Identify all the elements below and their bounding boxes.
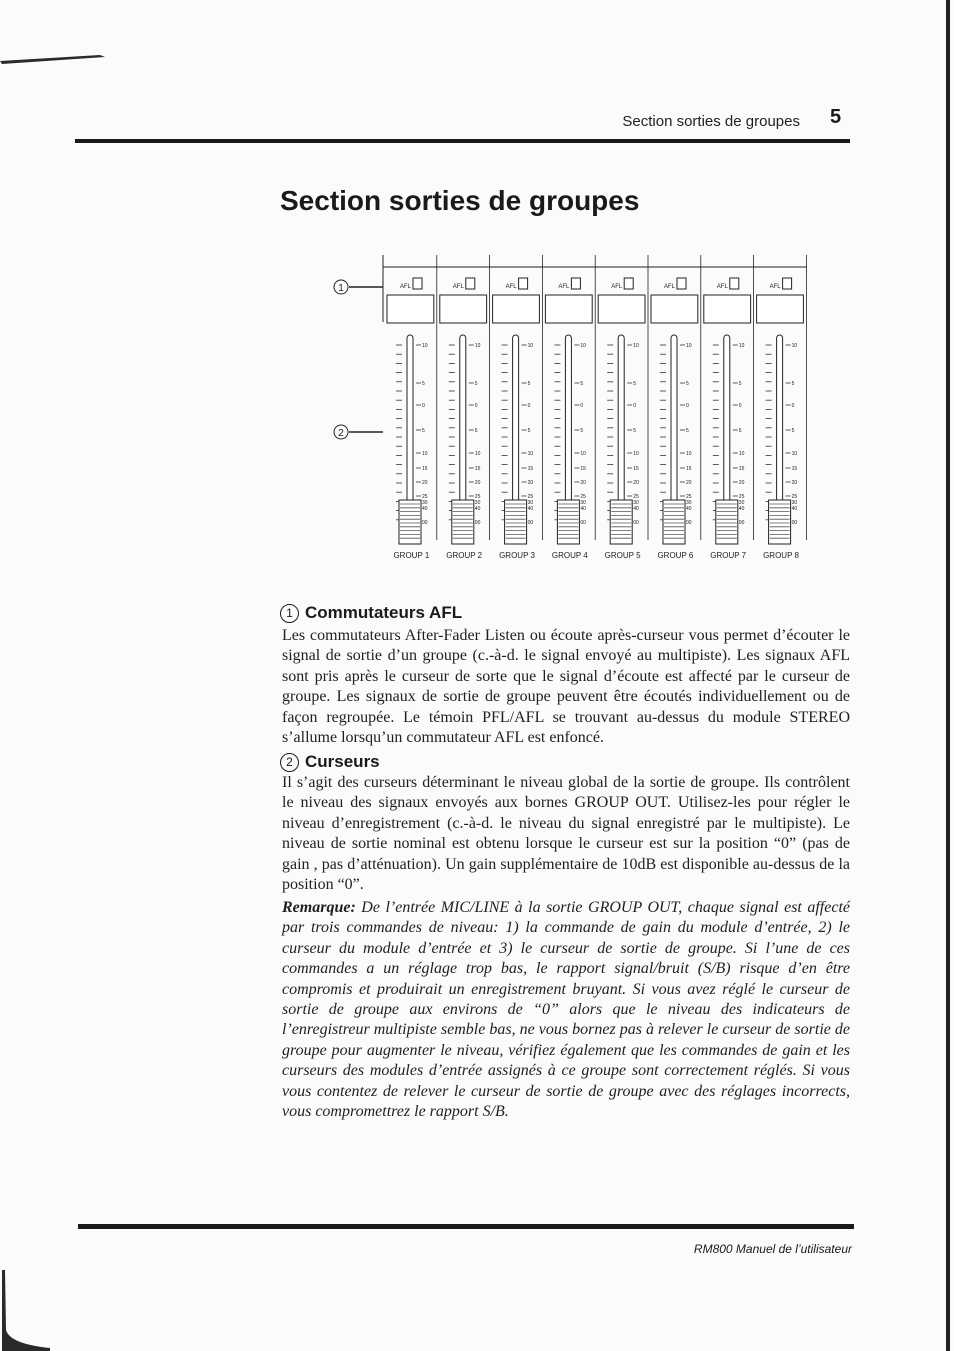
group-label: GROUP 6 xyxy=(657,551,694,560)
scale-label: 5 xyxy=(474,428,478,434)
scale-label: 15 xyxy=(686,466,692,472)
label-strip xyxy=(440,295,487,323)
scale-label: 10 xyxy=(474,451,481,457)
scale-label: 40 xyxy=(686,506,692,512)
scale-label: 0 xyxy=(791,403,795,409)
fader-knob xyxy=(769,500,791,544)
scale-label: 10 xyxy=(527,451,534,457)
label-strip xyxy=(493,295,540,323)
section-text-afl: Les commutateurs After-Fader Listen ou écoute après-curseur vous permet d’écouter le signal de sortie d’un groupe (c.-à-d. le signal envoyé au multipiste). Les signaux AFL sont pris après le curseur de sorte que le signal d’écoute est affecté par le curseur de groupe. Les signaux de sortie de groupe peuvent être écoutés individuellement ou de façon regroupée. Le témoin PFL/AFL se trouvant au-dessus du module STEREO s’allume lorsqu’un commutateur AFL est enfoncé. xyxy=(282,627,850,747)
scale-label: 5 xyxy=(791,381,795,387)
scale-label: 15 xyxy=(527,466,534,472)
scale-label: 10 xyxy=(580,343,586,349)
fader-knob xyxy=(505,500,527,544)
section-heading-faders xyxy=(280,752,380,772)
scale-label: 10 xyxy=(791,451,798,457)
scale-label: 5 xyxy=(686,428,689,434)
scale-label: 20 xyxy=(422,480,428,486)
callout-number: 2 xyxy=(338,428,344,439)
scale-label: 5 xyxy=(738,428,742,434)
scale-label: 15 xyxy=(633,466,639,472)
scale-label: 15 xyxy=(580,466,586,472)
scale-label: 15 xyxy=(422,466,428,472)
section-text-faders: Il s’agit des curseurs déterminant le niveau global de la sortie de groupe. Ils contrôlent le niveau des signaux envoyés aux bornes GROUP OUT. Utilisez-les pour régler le niveau d’enregistrement (c.-à-d. le niveau du signal enregistré par le multipiste). Le niveau de sortie nominal est obtenu lorsque le curseur est sur la position “0” (pas de gain , pas d’atténuation). Un gain supplémentaire de 10dB est disponible au-dessus de la position “0”. xyxy=(282,774,850,894)
scale-label: 00 xyxy=(791,520,798,526)
afl-label: AFL xyxy=(716,284,728,290)
scale-label: 10 xyxy=(738,343,745,349)
group-label: GROUP 1 xyxy=(393,551,430,560)
callout-number: 1 xyxy=(280,604,299,623)
scale-label: 30 xyxy=(738,500,745,506)
scale-label: 30 xyxy=(633,500,639,506)
group-faders-diagram xyxy=(325,250,825,570)
scale-label: 20 xyxy=(686,480,692,486)
label-strip xyxy=(545,295,592,323)
scale-label: 20 xyxy=(474,480,481,486)
scale-label: 10 xyxy=(686,343,692,349)
scale-label: 40 xyxy=(527,506,534,512)
afl-switch xyxy=(783,278,792,289)
scale-label: 5 xyxy=(633,428,636,434)
scale-label: 20 xyxy=(738,480,745,486)
afl-switch xyxy=(571,278,580,289)
scale-label: 30 xyxy=(686,500,692,506)
remark-label: Remarque: xyxy=(282,899,356,916)
afl-label: AFL xyxy=(664,284,676,290)
group-label: GROUP 7 xyxy=(710,551,747,560)
scale-label: 5 xyxy=(686,381,689,387)
afl-switch xyxy=(466,278,475,289)
afl-label: AFL xyxy=(611,284,623,290)
scale-label: 30 xyxy=(422,500,428,506)
scale-label: 00 xyxy=(738,520,745,526)
scale-label: 5 xyxy=(474,381,478,387)
scale-label: 0 xyxy=(527,403,531,409)
scale-label: 20 xyxy=(527,480,534,486)
scale-label: 5 xyxy=(527,428,531,434)
label-strip xyxy=(704,295,751,323)
scale-label: 25 xyxy=(422,494,428,500)
afl-switch xyxy=(730,278,739,289)
scale-label: 00 xyxy=(527,520,534,526)
scale-label: 5 xyxy=(422,428,425,434)
afl-switch xyxy=(413,278,422,289)
fader-knob xyxy=(610,500,632,544)
scale-label: 40 xyxy=(422,506,428,512)
section-heading-text: Curseurs xyxy=(305,752,380,771)
scale-label: 0 xyxy=(422,403,425,409)
callout-number: 2 xyxy=(280,753,299,772)
scale-label: 15 xyxy=(474,466,481,472)
scale-label: 25 xyxy=(738,494,745,500)
group-label: GROUP 8 xyxy=(763,551,799,560)
scale-label: 00 xyxy=(686,520,692,526)
afl-label: AFL xyxy=(452,284,464,290)
scale-label: 5 xyxy=(580,381,584,387)
scan-corner-mark-bottom xyxy=(0,1270,50,1351)
scale-label: 10 xyxy=(422,451,428,457)
scale-label: 0 xyxy=(633,403,636,409)
scale-label: 25 xyxy=(527,494,534,500)
scale-label: 0 xyxy=(686,403,689,409)
scale-label: 00 xyxy=(422,520,428,526)
footer-rule xyxy=(78,1224,854,1229)
scale-label: 20 xyxy=(791,480,798,486)
scale-label: 40 xyxy=(580,506,586,512)
page-title: Section sorties de groupes xyxy=(280,185,640,216)
scale-label: 30 xyxy=(580,500,586,506)
label-strip xyxy=(598,295,645,323)
scale-label: 5 xyxy=(633,381,636,387)
footer-text: RM800 Manuel de l’utilisateur xyxy=(693,1242,852,1256)
running-header: Section sorties de groupes xyxy=(622,113,800,130)
scale-label: 30 xyxy=(527,500,534,506)
scale-label: 5 xyxy=(738,381,742,387)
label-strip xyxy=(387,295,434,323)
scale-label: 25 xyxy=(633,494,639,500)
group-label: GROUP 4 xyxy=(551,551,588,560)
scale-label: 10 xyxy=(422,343,428,349)
group-label: GROUP 3 xyxy=(499,551,535,560)
afl-switch xyxy=(677,278,686,289)
scale-label: 00 xyxy=(580,520,586,526)
scale-label: 00 xyxy=(633,520,639,526)
fader-knob xyxy=(663,500,685,544)
scale-label: 25 xyxy=(791,494,798,500)
scale-label: 25 xyxy=(686,494,692,500)
afl-switch xyxy=(519,278,528,289)
scan-corner-mark xyxy=(0,55,105,65)
scale-label: 25 xyxy=(474,494,481,500)
scale-label: 25 xyxy=(580,494,586,500)
scale-label: 30 xyxy=(791,500,798,506)
group-label: GROUP 5 xyxy=(604,551,641,560)
scale-label: 0 xyxy=(738,403,742,409)
scale-label: 40 xyxy=(738,506,745,512)
fader-knob xyxy=(399,500,421,544)
callout-number: 1 xyxy=(338,283,344,294)
scale-label: 0 xyxy=(474,403,478,409)
scale-label: 40 xyxy=(633,506,639,512)
afl-label: AFL xyxy=(505,284,517,290)
afl-label: AFL xyxy=(400,284,412,290)
remark-text: De l’entrée MIC/LINE à la sortie GROUP OUT, chaque signal est affecté par trois commandes de niveau: 1) la commande de gain du module d’entrée, 2) le curseur du module d’entrée et 3) le curseur de sortie de groupe. Si l’une de ces commandes a un réglage trop bas, le rapport signal/bruit (S/B) risque d’en être compromis et produirait un enregistrement bruyant. Si vous avez réglé le curseur de sortie de groupe aux environs de “0” alors que le niveau des indicateurs de l’enregistreur multipiste semble bas, ne vous bornez pas à relever le curseur de sortie de groupe pour augmenter le niveau, vérifiez également que les commandes de gain et les curseurs des modules d’entrée assignés à ce groupe sont correctement réglés. Si vous vous contentez de relever le curseur de sortie de groupe avec des réglages incorrects, vous compromettrez le rapport S/B. xyxy=(282,899,850,1121)
scale-label: 15 xyxy=(738,466,745,472)
group-label: GROUP 2 xyxy=(446,551,483,560)
remark-paragraph xyxy=(282,898,850,1122)
scale-label: 10 xyxy=(580,451,586,457)
fader-knob xyxy=(452,500,474,544)
scale-label: 5 xyxy=(580,428,584,434)
scale-label: 10 xyxy=(633,343,639,349)
afl-label: AFL xyxy=(558,284,570,290)
scale-label: 10 xyxy=(686,451,692,457)
scale-label: 00 xyxy=(474,520,481,526)
scale-label: 10 xyxy=(527,343,534,349)
scale-label: 5 xyxy=(791,428,795,434)
label-strip xyxy=(651,295,698,323)
scale-label: 10 xyxy=(791,343,798,349)
scale-label: 0 xyxy=(580,403,584,409)
scale-label: 5 xyxy=(527,381,531,387)
scale-label: 15 xyxy=(791,466,798,472)
scale-label: 10 xyxy=(474,343,481,349)
scale-label: 40 xyxy=(474,506,481,512)
scale-label: 30 xyxy=(474,500,481,506)
fader-knob xyxy=(557,500,579,544)
scale-label: 5 xyxy=(422,381,425,387)
afl-switch xyxy=(624,278,633,289)
page-number: 5 xyxy=(830,106,842,128)
label-strip xyxy=(757,295,804,323)
afl-label: AFL xyxy=(769,284,781,290)
scale-label: 40 xyxy=(791,506,798,512)
section-heading-text: Commutateurs AFL xyxy=(305,603,463,622)
scale-label: 20 xyxy=(633,480,639,486)
section-heading-afl xyxy=(280,603,462,623)
header-rule xyxy=(75,139,850,143)
scale-label: 10 xyxy=(738,451,745,457)
scale-label: 20 xyxy=(580,480,586,486)
fader-knob xyxy=(716,500,738,544)
scale-label: 10 xyxy=(633,451,639,457)
scan-edge xyxy=(946,0,950,1351)
